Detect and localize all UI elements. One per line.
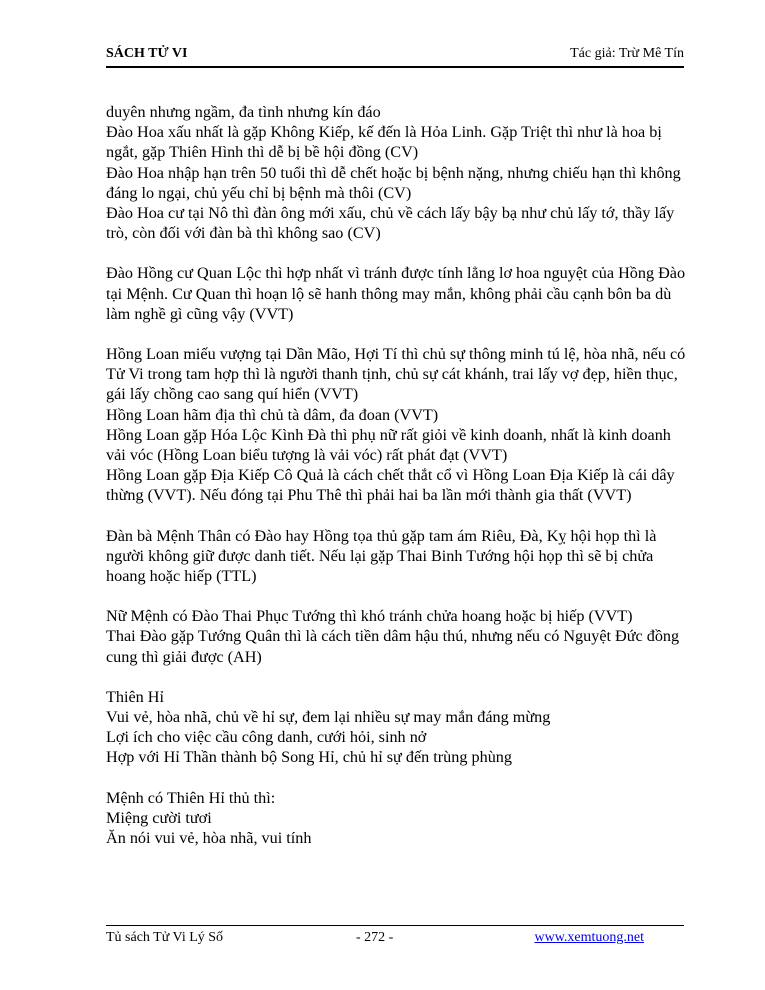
- paragraph: [106, 606, 691, 667]
- paragraph: [106, 263, 691, 324]
- text-line: Hồng Loan gặp Địa Kiếp Cô Quả là cách chết thắt cổ vì Hồng Loan Địa Kiếp là cái dây thừng (VVT). Nếu đóng tại Phu Thê thì phải hai ba lần mới thành gia thất (VVT): [106, 466, 675, 505]
- text-line: Lợi ích cho việc cầu công danh, cưới hỏi, sinh nở: [106, 728, 427, 747]
- text-line: Ăn nói vui vẻ, hòa nhã, vui tính: [106, 829, 312, 848]
- text-line: Đào Hoa xấu nhất là gặp Không Kiếp, kế đến là Hỏa Linh. Gặp Triệt thì như là hoa bị ngắt, gặp Thiên Hình thì dễ bị bề hội đồng (CV): [106, 123, 662, 162]
- paragraph: [106, 526, 691, 587]
- text-line: Đàn bà Mệnh Thân có Đào hay Hồng tọa thủ gặp tam ám Riêu, Đà, Kỵ hội họp thì là người không giữ được danh tiết. Nếu lại gặp Thai Binh Tướng hội họp thì sẽ bị chửa hoang hoặc hiếp (TTL): [106, 526, 657, 586]
- paragraph: [106, 102, 691, 243]
- text-line: Miệng cười tươi: [106, 808, 212, 827]
- text-line: Đào Hoa cư tại Nô thì đàn ông mới xấu, chủ về cách lấy bậy bạ như chủ lấy tớ, thầy lấy trò, còn đối với đàn bà thì không sao (CV): [106, 204, 675, 243]
- text-line: Hồng Loan hãm địa thì chủ tà dâm, đa đoan (VVT): [106, 405, 439, 424]
- website-link[interactable]: www.xemtuong.net: [534, 930, 644, 945]
- text-line: Hợp với Hỉ Thần thành bộ Song Hỉ, chủ hỉ sự đến trùng phùng: [106, 748, 512, 767]
- author-label: Tác giả: Trừ Mê Tín: [570, 46, 684, 61]
- paragraph: [106, 788, 691, 849]
- text-line: duyên nhưng ngầm, đa tình nhưng kín đáo: [106, 103, 381, 121]
- text-line: Hồng Loan miếu vượng tại Dần Mão, Hợi Tí thì chủ sự thông minh tú lệ, hòa nhã, nếu có Tử Vi trong tam hợp thì là người thanh tịnh, chủ sự cát khánh, trai lấy vợ đẹp, hiền thục, gái lấy chồng cao sang quí hiển (VVT): [106, 345, 686, 404]
- text-line: Vui vẻ, hòa nhã, chủ về hỉ sự, đem lại nhiều sự may mắn đáng mừng: [106, 708, 551, 727]
- text-line: Thai Đào gặp Tướng Quân thì là cách tiền dâm hậu thú, nhưng nếu có Nguyệt Đức đồng cung thì giải được (AH): [106, 627, 680, 666]
- text-line: Hồng Loan gặp Hóa Lộc Kình Đà thì phụ nữ rất giỏi về kinh doanh, nhất là kinh doanh vải vóc (Hồng Loan biểu tượng là vải vóc) rất phát đạt (VVT): [106, 425, 671, 465]
- document-body: [106, 102, 691, 868]
- series-label: Tủ sách Tử Vi Lý Số: [106, 930, 224, 945]
- text-line: Mệnh có Thiên Hỉ thủ thì:: [106, 788, 276, 807]
- book-title: SÁCH TỬ VI: [106, 46, 188, 61]
- page-header: [106, 44, 684, 68]
- paragraph: [106, 687, 691, 768]
- text-line: Thiên Hỉ: [106, 687, 164, 706]
- text-line: Đào Hoa nhập hạn trên 50 tuổi thì dễ chết hoặc bị bệnh nặng, nhưng chiếu hạn thì không đáng lo ngại, chủ yếu chỉ bị bệnh mà thôi (CV): [106, 163, 681, 202]
- text-line: Nữ Mệnh có Đào Thai Phục Tướng thì khó tránh chửa hoang hoặc bị hiếp (VVT): [106, 607, 633, 626]
- text-line: Đào Hồng cư Quan Lộc thì hợp nhất vì tránh được tính lẳng lơ hoa nguyệt của Hồng Đào tại Mệnh. Cư Quan thì hoạn lộ sẽ hanh thông may mắn, không phải cầu cạnh bôn ba dù làm nghề gì cũng vậy (VVT): [106, 264, 686, 323]
- paragraph: [106, 344, 691, 506]
- page-footer: [106, 925, 684, 948]
- page-number: - 272 -: [356, 930, 394, 945]
